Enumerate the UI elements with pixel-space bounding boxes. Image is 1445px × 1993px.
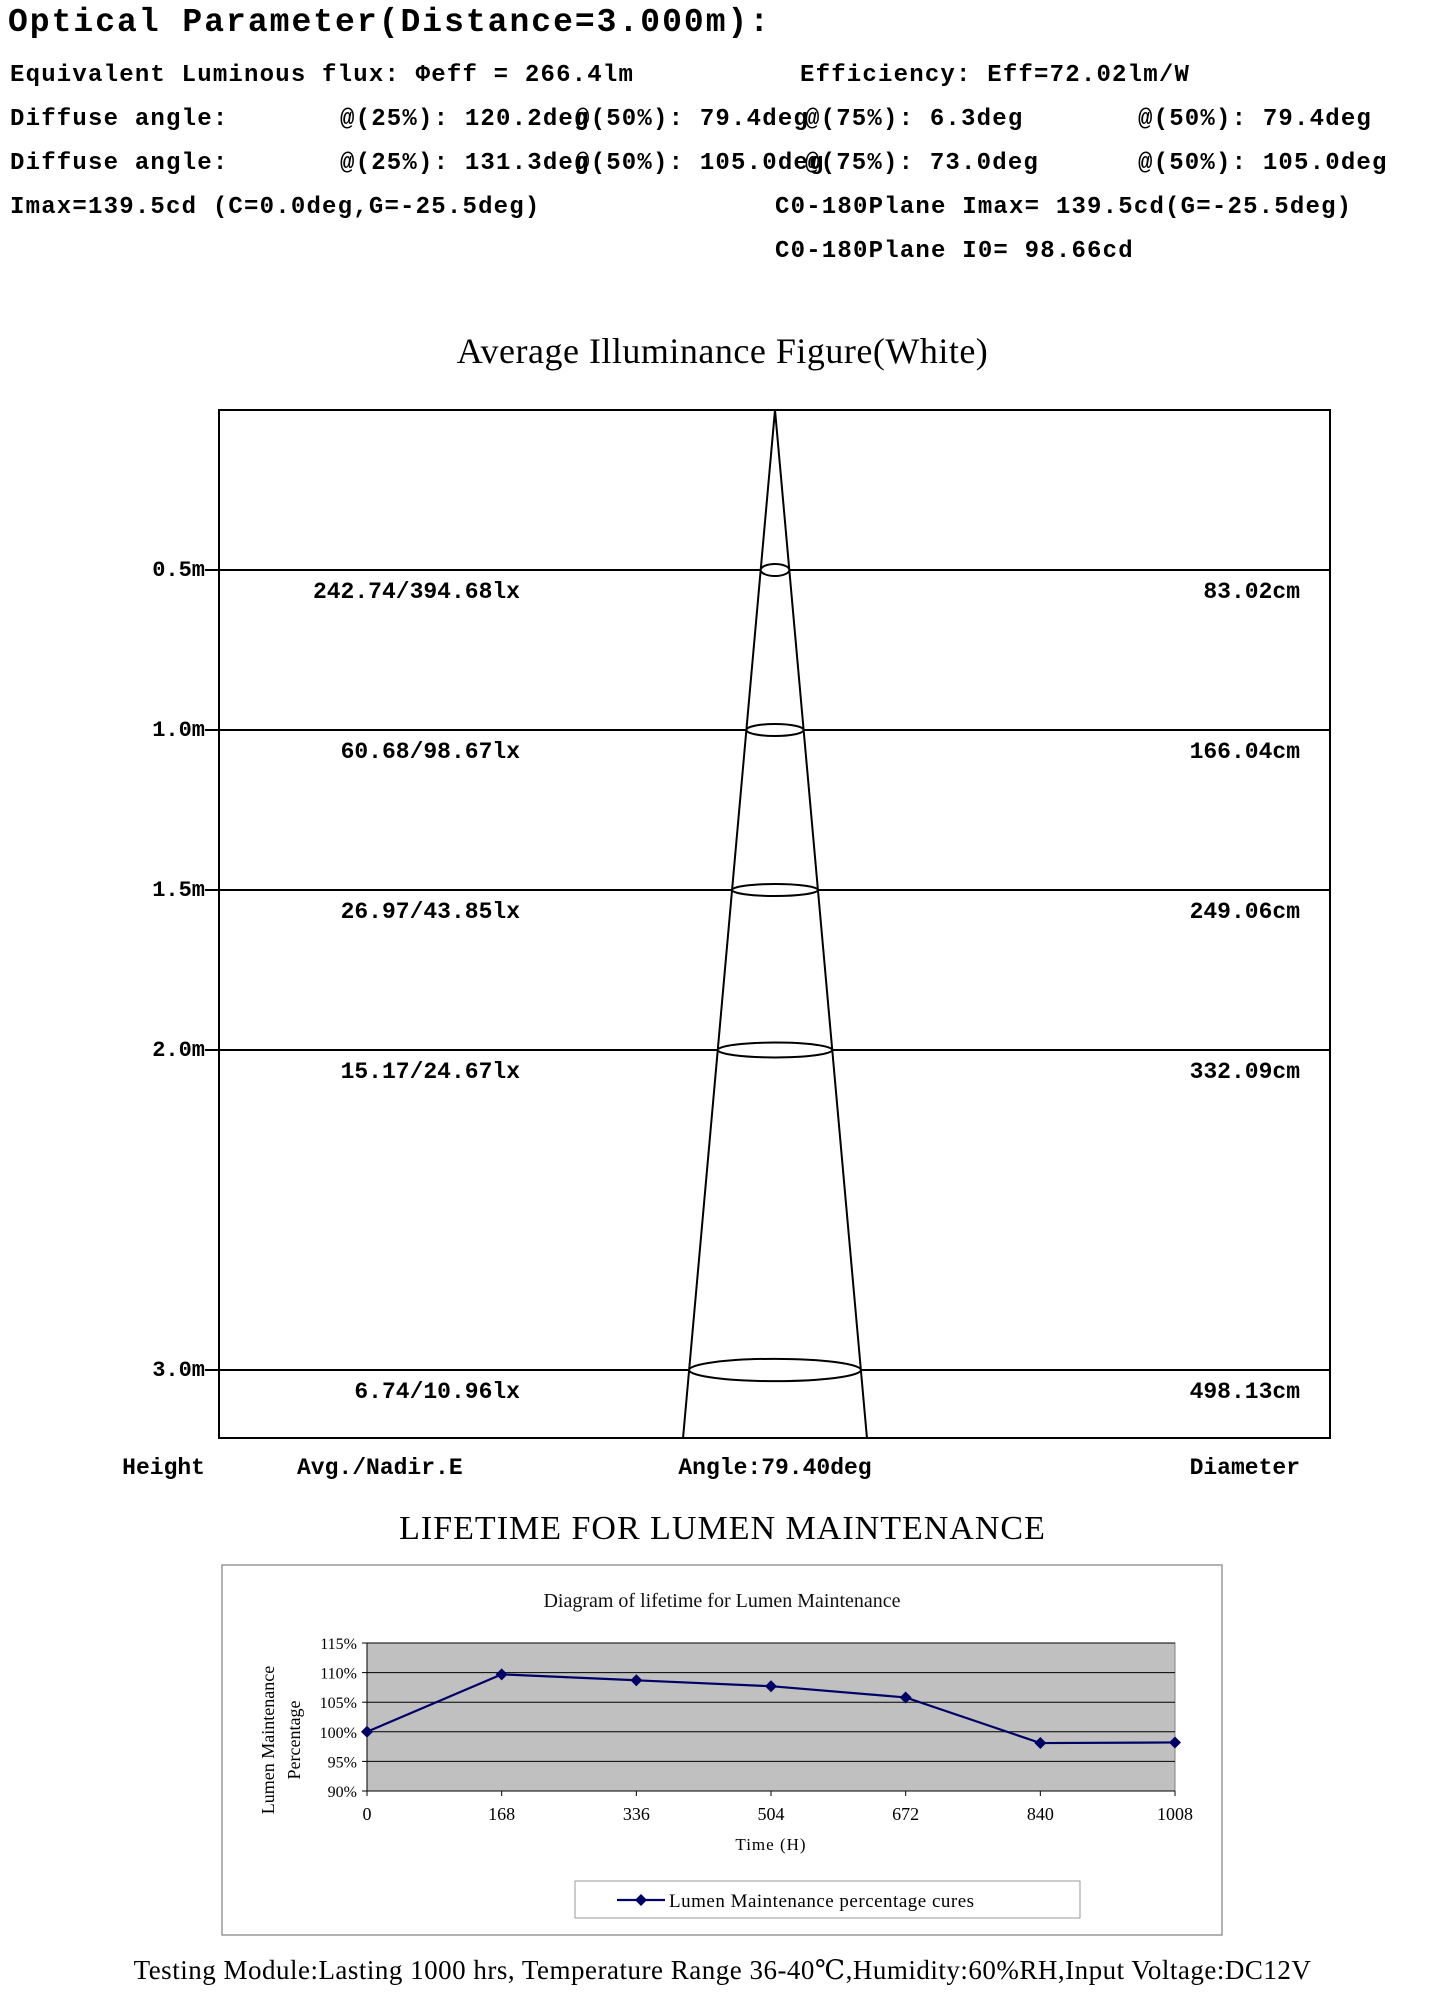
diffuse-angle-label-2: Diffuse angle: — [10, 150, 229, 177]
y-tick-label: 110% — [320, 1665, 357, 1683]
diffuse-angle-1-50b: @(50%): 79.4deg — [1138, 106, 1373, 133]
y-tick-label: 115% — [320, 1636, 357, 1653]
height-label: 1.0m — [152, 718, 205, 743]
x-tick-label: 840 — [1026, 1804, 1054, 1824]
x-tick-label: 1008 — [1157, 1804, 1193, 1824]
lifetime-section-title: LIFETIME FOR LUMEN MAINTENANCE — [399, 1510, 1046, 1547]
x-tick-label: 504 — [757, 1804, 785, 1824]
y-tick-label: 105% — [319, 1695, 357, 1713]
plot-area — [367, 1643, 1175, 1791]
x-tick-label: 168 — [488, 1804, 516, 1824]
diffuse-angle-2-25: @(25%): 131.3deg — [340, 150, 590, 177]
diffuse-angle-1-75: @(75%): 6.3deg — [805, 106, 1024, 133]
testing-conditions-note: Testing Module:Lasting 1000 hrs, Temperature Range 36-40℃,Humidity:60%RH,Input Voltage:DC12V — [133, 1955, 1312, 1985]
x-tick-label: 672 — [892, 1804, 920, 1824]
height-label: 3.0m — [152, 1358, 205, 1383]
y-tick-label: 90% — [327, 1784, 357, 1801]
diameter-value: 166.04cm — [1189, 739, 1300, 765]
diffuse-angle-1-25: @(25%): 120.2deg — [340, 106, 590, 133]
y-tick-label: 95% — [327, 1754, 357, 1772]
diameter-value: 249.06cm — [1189, 899, 1300, 925]
height-label: 0.5m — [152, 558, 205, 583]
height-label: 1.5m — [152, 878, 205, 903]
illuminance-value: 242.74/394.68lx — [312, 579, 520, 605]
diffuse-angle-2-50b: @(50%): 105.0deg — [1138, 150, 1388, 177]
y-axis-label-line2: Percentage — [284, 1700, 304, 1780]
height-column-label: Height — [122, 1455, 205, 1481]
beam-angle-label: Angle:79.40deg — [678, 1455, 872, 1481]
x-axis-label: Time (H) — [735, 1835, 807, 1854]
chart-title: Diagram of lifetime for Lumen Maintenance — [543, 1590, 901, 1612]
diffuse-angle-2-75: @(75%): 73.0deg — [805, 150, 1040, 177]
diffuse-angle-2-50: @(50%): 105.0deg — [575, 150, 825, 177]
avg-nadir-column-label: Avg./Nadir.E — [297, 1455, 463, 1481]
illuminance-value: 15.17/24.67lx — [340, 1059, 520, 1085]
diffuse-angle-1-50: @(50%): 79.4deg — [575, 106, 810, 133]
diameter-column-label: Diameter — [1189, 1455, 1300, 1481]
x-tick-label: 336 — [622, 1804, 650, 1824]
imax-text: Imax=139.5cd (C=0.0deg,G=-25.5deg) — [10, 194, 541, 221]
illuminance-value: 60.68/98.67lx — [340, 739, 520, 765]
y-tick-label: 100% — [319, 1724, 357, 1742]
diameter-value: 332.09cm — [1189, 1059, 1300, 1085]
page-title: Optical Parameter(Distance=3.000m): — [8, 4, 772, 41]
x-tick-label: 0 — [362, 1804, 372, 1824]
illuminance-value: 26.97/43.85lx — [340, 899, 520, 925]
diffuse-angle-label-1: Diffuse angle: — [10, 106, 229, 133]
luminous-flux-text: Equivalent Luminous flux: Φeff = 266.4lm — [10, 62, 635, 89]
diameter-value: 498.13cm — [1189, 1379, 1300, 1405]
illuminance-value: 6.74/10.96lx — [354, 1379, 520, 1405]
illuminance-figure-title: Average Illuminance Figure(White) — [456, 331, 989, 371]
diameter-value: 83.02cm — [1203, 579, 1300, 605]
efficiency-text: Efficiency: Eff=72.02lm/W — [800, 62, 1191, 89]
plane-imax-text: C0-180Plane Imax= 139.5cd(G=-25.5deg) — [775, 194, 1353, 221]
plane-i0-text: C0-180Plane I0= 98.66cd — [775, 238, 1134, 265]
height-label: 2.0m — [152, 1038, 205, 1063]
y-axis-label-line1: Lumen Maintenance — [258, 1665, 278, 1815]
legend-label: Lumen Maintenance percentage cures — [669, 1891, 975, 1912]
